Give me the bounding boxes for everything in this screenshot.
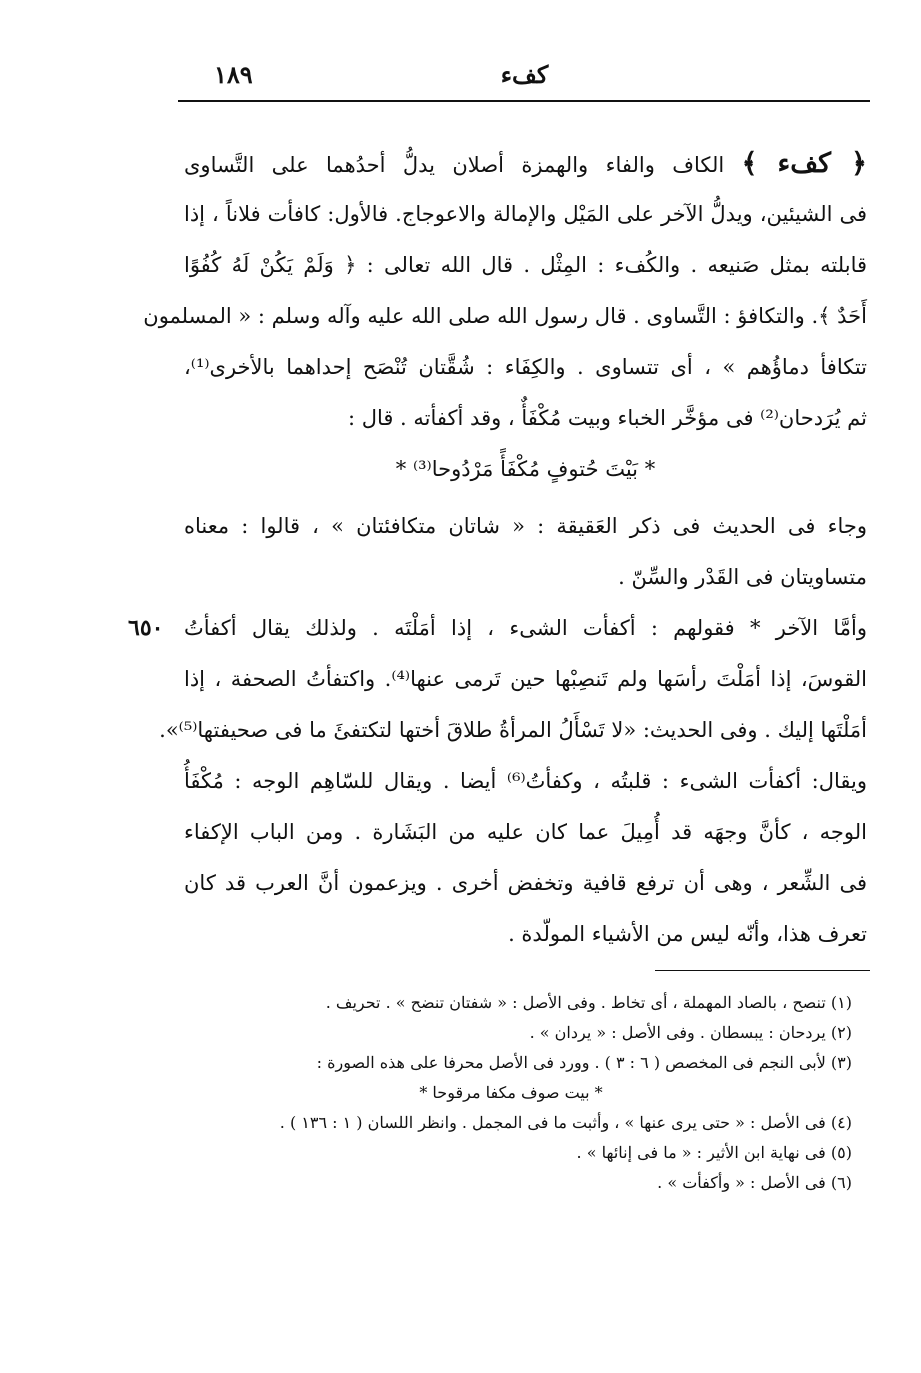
header-rule xyxy=(178,100,870,102)
entry-line-7: وجاء فى الحديث فى ذكر العَقيقة : « شاتان متكافئتان » ، قالوا : معناه xyxy=(184,514,867,538)
entry-line-8: متساويتان فى القَدْر والسِّنّ . xyxy=(618,565,867,589)
page-number: ١٨٩ xyxy=(214,60,253,89)
entry-line-1 xyxy=(184,138,867,189)
entry-line-6: ثم يُرَدحان⁽²⁾ فى مؤخَّر الخباء وبيت مُكْفَأٌ ، وقد أكفأته . قال : xyxy=(347,406,867,430)
entry-line-2: فى الشيئين، ويدلُّ الآخر على المَيْل والإمالة والاعوجاج. فالأول: كافأت فلاناً ، إذا xyxy=(184,202,867,226)
entry-line-14: فى الشِّعر ، وهى أن ترفع قافية وتخفض أخرى . ويزعمون أنَّ العرب قد كان xyxy=(184,871,867,895)
footnote-6: (٦) فى الأصل : « وأكفأت » . xyxy=(657,1173,852,1192)
entry-line-13: الوجه ، كأنَّ وجهَه قد أُمِيلَ عما كان عليه من البَشَارة . ومن الباب الإكفاء xyxy=(184,820,867,844)
page-header xyxy=(178,56,871,102)
entry-line-15: تعرف هذا، وأنّه ليس من الأشياء المولّدة . xyxy=(508,922,867,946)
entry-line-12: ويقال: أكفأت الشىء : قلبتُه ، وكفأتُ⁽⁶⁾ أيضا . ويقال للسّاهِم الوجه : مُكْفَأُ xyxy=(184,769,867,793)
running-head-root: كفء xyxy=(500,60,549,89)
footnote-1: (١) تنصح ، بالصاد المهملة ، أى تخاط . وفى الأصل : « شفتان تنضح » . تحريف . xyxy=(325,993,852,1012)
entry-line-1-text: الكاف والفاء والهمزة أصلان يدلُّ أحدُهما على التَّساوى xyxy=(184,153,725,177)
entry-body xyxy=(128,138,867,960)
footnote-5: (٥) فى نهاية ابن الأثير : « ما فى إنائها » . xyxy=(576,1143,852,1162)
footnote-rule xyxy=(655,970,870,971)
entry-line-9-text: وأمَّا الآخر * فقولهم : أكفأت الشىء ، إذا أمَلْتَه . ولذلك يقال أكفأتُ xyxy=(184,616,867,640)
margin-number: ٦٥٠ xyxy=(128,615,164,641)
entry-line-9 xyxy=(128,603,867,654)
footnote-3-verse: * بيت صوف مكفا مرقوحا * xyxy=(419,1083,603,1102)
entry-line-10: القوسَ، إذا أمَلْتَ رأسَها ولم تَنصِبْها حين تَرمى عنها⁽⁴⁾. واكتفأتُ الصحفة ، إذا xyxy=(184,667,867,691)
footnote-3: (٣) لأبى النجم فى المخصص ( ٦ : ٣ ) . وورد فى الأصل محرفا على هذه الصورة : xyxy=(316,1053,852,1072)
footnote-2: (٢) يردحان : يبسطان . وفى الأصل : « يردان » . xyxy=(529,1023,852,1042)
entry-line-11: أمَلْتَها إليك . وفى الحديث: «لا تَسْأَلُ المرأةُ طلاقَ أختها لتكتفئَ ما فى صحيفتها⁽⁵⁾». xyxy=(159,718,867,742)
entry-line-5: تتكافأ دماؤُهم » ، أى تتساوى . والكِفَاء : شُقَّتان تُنْصَح إحداهما بالأخرى⁽¹⁾، xyxy=(184,355,867,379)
footnote-4: (٤) فى الأصل : « حتى يرى عنها » ، وأثبت ما فى المجمل . وانظر اللسان ( ١ : ١٣٦ ) . xyxy=(279,1113,852,1132)
verse-line: * بَيْتَ حُتوفٍ مُكْفَأً مَرْدُوحا⁽³⁾ * xyxy=(395,457,656,481)
entry-headword: ﴿ كفء ﴾ xyxy=(741,148,867,179)
entry-line-3: قابلته بمثل صَنيعه . والكُفء : المِثْل . قال الله تعالى : ﴿ وَلَمْ يَكُنْ لَهُ كُفُوًا xyxy=(184,253,867,277)
entry-line-4: أَحَدٌ ﴾. والتكافؤ : التَّساوى . قال رسول الله صلى الله عليه وآله وسلم : « المسلمون xyxy=(143,304,867,328)
footnotes xyxy=(170,988,852,1198)
